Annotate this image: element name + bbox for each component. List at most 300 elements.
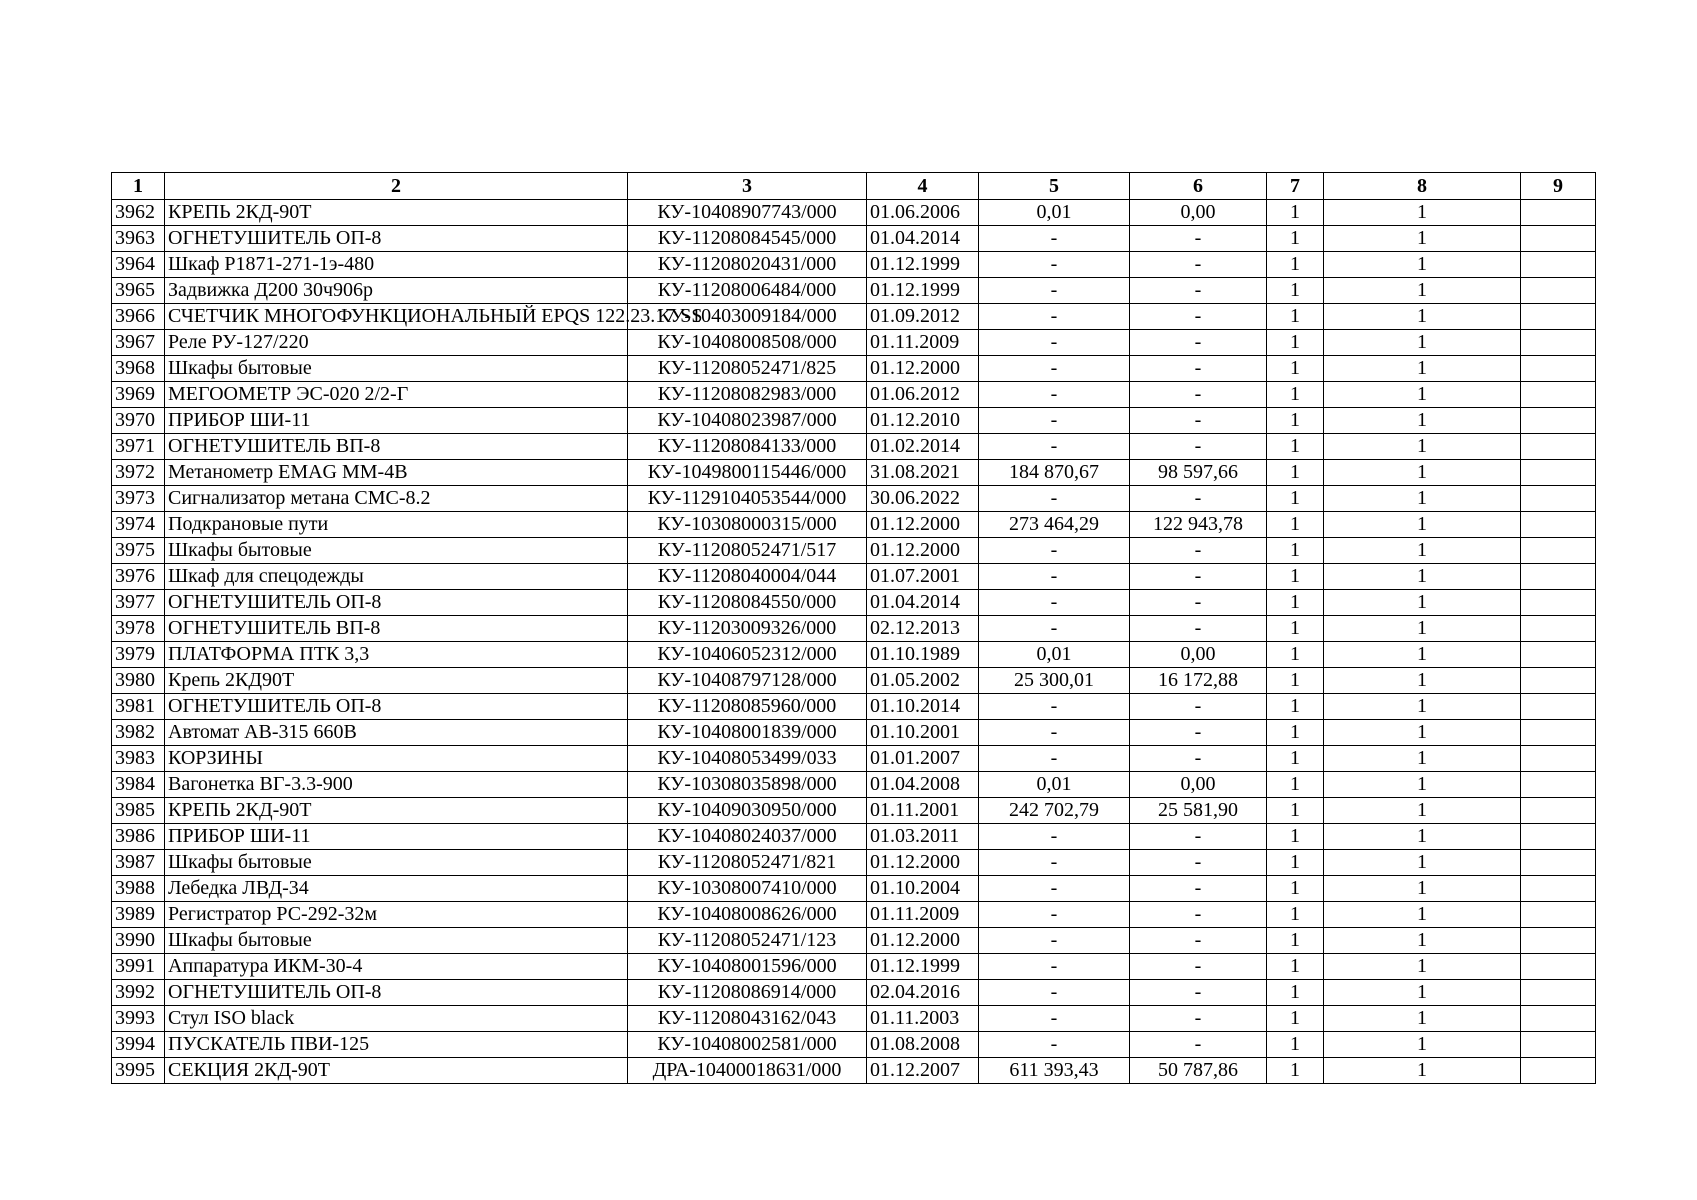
table-row	[112, 1058, 1596, 1084]
value-col6: -	[1130, 590, 1267, 616]
item-name: Реле РУ-127/220	[165, 330, 628, 356]
value-col5: -	[979, 720, 1130, 746]
row-number: 3963	[112, 226, 165, 252]
table-row	[112, 980, 1596, 1006]
row-number: 3964	[112, 252, 165, 278]
quantity-col8: 1	[1324, 200, 1521, 226]
quantity-col8: 1	[1324, 746, 1521, 772]
item-name: Стул ISO black	[165, 1006, 628, 1032]
inventory-number: КУ-11208052471/821	[628, 850, 867, 876]
value-col9	[1521, 746, 1596, 772]
date-cell: 01.12.2000	[867, 512, 979, 538]
header-row	[112, 173, 1596, 200]
row-number: 3967	[112, 330, 165, 356]
date-cell: 01.12.1999	[867, 278, 979, 304]
value-col6: -	[1130, 538, 1267, 564]
date-cell: 01.10.2014	[867, 694, 979, 720]
row-number: 3965	[112, 278, 165, 304]
table-body	[112, 200, 1596, 1084]
value-col5: -	[979, 980, 1130, 1006]
value-col9	[1521, 564, 1596, 590]
date-cell: 01.11.2003	[867, 1006, 979, 1032]
row-number: 3991	[112, 954, 165, 980]
row-number: 3969	[112, 382, 165, 408]
quantity-col7: 1	[1267, 278, 1324, 304]
value-col5: -	[979, 408, 1130, 434]
quantity-col7: 1	[1267, 486, 1324, 512]
quantity-col7: 1	[1267, 304, 1324, 330]
value-col6: -	[1130, 928, 1267, 954]
value-col5: 0,01	[979, 200, 1130, 226]
value-col5: -	[979, 876, 1130, 902]
quantity-col7: 1	[1267, 980, 1324, 1006]
table-row	[112, 928, 1596, 954]
date-cell: 01.04.2014	[867, 226, 979, 252]
date-cell: 01.05.2002	[867, 668, 979, 694]
value-col5: 0,01	[979, 642, 1130, 668]
value-col6: -	[1130, 330, 1267, 356]
row-number: 3968	[112, 356, 165, 382]
inventory-number: КУ-1129104053544/000	[628, 486, 867, 512]
value-col5: 242 702,79	[979, 798, 1130, 824]
value-col5: -	[979, 1006, 1130, 1032]
value-col5: 273 464,29	[979, 512, 1130, 538]
inventory-number: КУ-10308035898/000	[628, 772, 867, 798]
value-col6: -	[1130, 356, 1267, 382]
quantity-col7: 1	[1267, 356, 1324, 382]
value-col5: -	[979, 434, 1130, 460]
table-row	[112, 1006, 1596, 1032]
inventory-number: КУ-11208052471/123	[628, 928, 867, 954]
date-cell: 01.08.2008	[867, 1032, 979, 1058]
column-header-5: 5	[979, 173, 1130, 200]
date-cell: 01.12.2000	[867, 928, 979, 954]
column-header-6: 6	[1130, 173, 1267, 200]
quantity-col7: 1	[1267, 226, 1324, 252]
item-name: Шкафы бытовые	[165, 928, 628, 954]
row-number: 3993	[112, 1006, 165, 1032]
row-number: 3983	[112, 746, 165, 772]
value-col9	[1521, 356, 1596, 382]
table-row	[112, 460, 1596, 486]
inventory-number: КУ-10408907743/000	[628, 200, 867, 226]
quantity-col7: 1	[1267, 1058, 1324, 1084]
quantity-col8: 1	[1324, 460, 1521, 486]
row-number: 3989	[112, 902, 165, 928]
value-col6: 0,00	[1130, 772, 1267, 798]
value-col6: 122 943,78	[1130, 512, 1267, 538]
value-col5: -	[979, 1032, 1130, 1058]
table-row	[112, 564, 1596, 590]
column-header-7: 7	[1267, 173, 1324, 200]
quantity-col7: 1	[1267, 330, 1324, 356]
item-name: Сигнализатор метана СМС-8.2	[165, 486, 628, 512]
quantity-col7: 1	[1267, 512, 1324, 538]
row-number: 3987	[112, 850, 165, 876]
quantity-col7: 1	[1267, 824, 1324, 850]
quantity-col7: 1	[1267, 642, 1324, 668]
quantity-col7: 1	[1267, 564, 1324, 590]
value-col9	[1521, 226, 1596, 252]
quantity-col8: 1	[1324, 1006, 1521, 1032]
inventory-number: КУ-11208086914/000	[628, 980, 867, 1006]
inventory-number: КУ-11208043162/043	[628, 1006, 867, 1032]
inventory-number: КУ-11208084545/000	[628, 226, 867, 252]
value-col5: -	[979, 902, 1130, 928]
inventory-number: КУ-11208052471/517	[628, 538, 867, 564]
item-name: МЕГООМЕТР ЭС-020 2/2-Г	[165, 382, 628, 408]
inventory-number: КУ-10408023987/000	[628, 408, 867, 434]
table-row	[112, 330, 1596, 356]
date-cell: 01.07.2001	[867, 564, 979, 590]
quantity-col7: 1	[1267, 590, 1324, 616]
quantity-col8: 1	[1324, 642, 1521, 668]
quantity-col8: 1	[1324, 876, 1521, 902]
quantity-col7: 1	[1267, 772, 1324, 798]
value-col6: -	[1130, 902, 1267, 928]
quantity-col8: 1	[1324, 616, 1521, 642]
quantity-col8: 1	[1324, 928, 1521, 954]
quantity-col7: 1	[1267, 902, 1324, 928]
table-row	[112, 798, 1596, 824]
table-row	[112, 668, 1596, 694]
quantity-col8: 1	[1324, 330, 1521, 356]
value-col5: 0,01	[979, 772, 1130, 798]
quantity-col8: 1	[1324, 1058, 1521, 1084]
table-row	[112, 876, 1596, 902]
value-col6: -	[1130, 226, 1267, 252]
quantity-col7: 1	[1267, 668, 1324, 694]
value-col9	[1521, 1032, 1596, 1058]
quantity-col7: 1	[1267, 876, 1324, 902]
value-col9	[1521, 824, 1596, 850]
item-name: Шкафы бытовые	[165, 850, 628, 876]
date-cell: 30.06.2022	[867, 486, 979, 512]
table-row	[112, 538, 1596, 564]
value-col5: -	[979, 850, 1130, 876]
inventory-number: КУ-11208040004/044	[628, 564, 867, 590]
value-col5: -	[979, 616, 1130, 642]
inventory-number: КУ-10406052312/000	[628, 642, 867, 668]
table-row	[112, 486, 1596, 512]
column-header-8: 8	[1324, 173, 1521, 200]
item-name: Регистратор РС-292-32м	[165, 902, 628, 928]
value-col6: -	[1130, 954, 1267, 980]
value-col9	[1521, 772, 1596, 798]
item-name: ОГНЕТУШИТЕЛЬ ОП-8	[165, 590, 628, 616]
value-col6: -	[1130, 278, 1267, 304]
quantity-col7: 1	[1267, 720, 1324, 746]
item-name: КРЕПЬ 2КД-90Т	[165, 798, 628, 824]
date-cell: 01.10.2004	[867, 876, 979, 902]
value-col6: -	[1130, 408, 1267, 434]
value-col9	[1521, 1006, 1596, 1032]
table-row	[112, 616, 1596, 642]
value-col5: -	[979, 928, 1130, 954]
quantity-col7: 1	[1267, 200, 1324, 226]
item-name: ПРИБОР ШИ-11	[165, 824, 628, 850]
value-col9	[1521, 668, 1596, 694]
value-col9	[1521, 382, 1596, 408]
quantity-col7: 1	[1267, 408, 1324, 434]
inventory-number: КУ-10408002581/000	[628, 1032, 867, 1058]
row-number: 3976	[112, 564, 165, 590]
quantity-col7: 1	[1267, 460, 1324, 486]
inventory-number: КУ-11208082983/000	[628, 382, 867, 408]
date-cell: 01.11.2009	[867, 902, 979, 928]
item-name: Метанометр EMAG MM-4B	[165, 460, 628, 486]
inventory-number: КУ-11208052471/825	[628, 356, 867, 382]
item-name: ОГНЕТУШИТЕЛЬ ВП-8	[165, 616, 628, 642]
value-col6: -	[1130, 824, 1267, 850]
row-number: 3982	[112, 720, 165, 746]
row-number: 3980	[112, 668, 165, 694]
date-cell: 01.04.2008	[867, 772, 979, 798]
value-col5: -	[979, 954, 1130, 980]
item-name: Шкаф Р1871-271-1э-480	[165, 252, 628, 278]
inventory-number: КУ-10408008626/000	[628, 902, 867, 928]
value-col5: -	[979, 382, 1130, 408]
item-name: Аппаратура ИКМ-30-4	[165, 954, 628, 980]
quantity-col8: 1	[1324, 304, 1521, 330]
column-header-2: 2	[165, 173, 628, 200]
quantity-col8: 1	[1324, 772, 1521, 798]
item-name: Вагонетка ВГ-3.3-900	[165, 772, 628, 798]
quantity-col8: 1	[1324, 434, 1521, 460]
date-cell: 01.06.2012	[867, 382, 979, 408]
value-col6: -	[1130, 382, 1267, 408]
value-col9	[1521, 460, 1596, 486]
date-cell: 01.11.2001	[867, 798, 979, 824]
value-col5: -	[979, 278, 1130, 304]
item-name: Задвижка Д200 30ч906р	[165, 278, 628, 304]
inventory-number: КУ-10408001596/000	[628, 954, 867, 980]
quantity-col8: 1	[1324, 356, 1521, 382]
value-col9	[1521, 642, 1596, 668]
item-name: ОГНЕТУШИТЕЛЬ ОП-8	[165, 226, 628, 252]
item-name: ОГНЕТУШИТЕЛЬ ВП-8	[165, 434, 628, 460]
date-cell: 01.12.1999	[867, 954, 979, 980]
value-col6: -	[1130, 746, 1267, 772]
value-col9	[1521, 304, 1596, 330]
quantity-col7: 1	[1267, 928, 1324, 954]
table-row	[112, 772, 1596, 798]
value-col9	[1521, 252, 1596, 278]
column-header-4: 4	[867, 173, 979, 200]
inventory-number: КУ-11208084550/000	[628, 590, 867, 616]
date-cell: 01.12.2010	[867, 408, 979, 434]
item-name: Шкафы бытовые	[165, 356, 628, 382]
column-header-1: 1	[112, 173, 165, 200]
row-number: 3990	[112, 928, 165, 954]
date-cell: 01.12.2000	[867, 538, 979, 564]
date-cell: 01.12.2007	[867, 1058, 979, 1084]
date-cell: 01.10.2001	[867, 720, 979, 746]
quantity-col8: 1	[1324, 590, 1521, 616]
value-col5: -	[979, 746, 1130, 772]
value-col9	[1521, 616, 1596, 642]
value-col6: -	[1130, 252, 1267, 278]
date-cell: 01.04.2014	[867, 590, 979, 616]
quantity-col7: 1	[1267, 538, 1324, 564]
quantity-col7: 1	[1267, 434, 1324, 460]
quantity-col8: 1	[1324, 824, 1521, 850]
quantity-col8: 1	[1324, 512, 1521, 538]
asset-register-table	[111, 172, 1596, 1084]
inventory-number: КУ-10308000315/000	[628, 512, 867, 538]
column-header-3: 3	[628, 173, 867, 200]
row-number: 3970	[112, 408, 165, 434]
quantity-col8: 1	[1324, 252, 1521, 278]
value-col9	[1521, 980, 1596, 1006]
value-col5: -	[979, 356, 1130, 382]
table-row	[112, 226, 1596, 252]
row-number: 3971	[112, 434, 165, 460]
table-row	[112, 512, 1596, 538]
table-row	[112, 902, 1596, 928]
value-col6: 0,00	[1130, 642, 1267, 668]
quantity-col7: 1	[1267, 1006, 1324, 1032]
quantity-col8: 1	[1324, 226, 1521, 252]
quantity-col8: 1	[1324, 720, 1521, 746]
document-page	[111, 172, 1595, 1084]
inventory-number: КУ-10409030950/000	[628, 798, 867, 824]
quantity-col8: 1	[1324, 694, 1521, 720]
quantity-col7: 1	[1267, 746, 1324, 772]
inventory-number: КУ-11208006484/000	[628, 278, 867, 304]
item-name: Подкрановые пути	[165, 512, 628, 538]
item-name: ПРИБОР ШИ-11	[165, 408, 628, 434]
item-name: Лебедка ЛВД-34	[165, 876, 628, 902]
item-name: КОРЗИНЫ	[165, 746, 628, 772]
row-number: 3985	[112, 798, 165, 824]
value-col9	[1521, 798, 1596, 824]
value-col6: -	[1130, 1032, 1267, 1058]
item-name: ПЛАТФОРМА ПТК 3,3	[165, 642, 628, 668]
row-number: 3978	[112, 616, 165, 642]
item-name: КРЕПЬ 2КД-90Т	[165, 200, 628, 226]
quantity-col7: 1	[1267, 798, 1324, 824]
table-row	[112, 746, 1596, 772]
row-number: 3992	[112, 980, 165, 1006]
quantity-col7: 1	[1267, 694, 1324, 720]
item-name: СЕКЦИЯ 2КД-90Т	[165, 1058, 628, 1084]
item-name: ПУСКАТЕЛЬ ПВИ-125	[165, 1032, 628, 1058]
table-row	[112, 434, 1596, 460]
row-number: 3974	[112, 512, 165, 538]
value-col6: -	[1130, 1006, 1267, 1032]
inventory-number: КУ-10308007410/000	[628, 876, 867, 902]
inventory-number: ДРА-10400018631/000	[628, 1058, 867, 1084]
value-col5: 611 393,43	[979, 1058, 1130, 1084]
date-cell: 02.04.2016	[867, 980, 979, 1006]
quantity-col8: 1	[1324, 798, 1521, 824]
value-col9	[1521, 200, 1596, 226]
value-col6: -	[1130, 720, 1267, 746]
table-row	[112, 356, 1596, 382]
value-col9	[1521, 512, 1596, 538]
value-col5: -	[979, 330, 1130, 356]
value-col6: 0,00	[1130, 200, 1267, 226]
value-col5: -	[979, 252, 1130, 278]
value-col5: 184 870,67	[979, 460, 1130, 486]
date-cell: 01.12.1999	[867, 252, 979, 278]
value-col9	[1521, 278, 1596, 304]
quantity-col7: 1	[1267, 954, 1324, 980]
inventory-number: КУ-10408008508/000	[628, 330, 867, 356]
table-row	[112, 590, 1596, 616]
value-col6: -	[1130, 486, 1267, 512]
row-number: 3966	[112, 304, 165, 330]
value-col9	[1521, 928, 1596, 954]
table-row	[112, 278, 1596, 304]
quantity-col7: 1	[1267, 382, 1324, 408]
quantity-col8: 1	[1324, 850, 1521, 876]
date-cell: 01.12.2000	[867, 356, 979, 382]
inventory-number: КУ-11208084133/000	[628, 434, 867, 460]
inventory-number: КУ-10408797128/000	[628, 668, 867, 694]
value-col9	[1521, 330, 1596, 356]
date-cell: 02.12.2013	[867, 616, 979, 642]
table-row	[112, 694, 1596, 720]
value-col9	[1521, 434, 1596, 460]
inventory-number: КУ-1049800115446/000	[628, 460, 867, 486]
date-cell: 01.10.1989	[867, 642, 979, 668]
inventory-number: КУ-11208085960/000	[628, 694, 867, 720]
date-cell: 01.12.2000	[867, 850, 979, 876]
quantity-col8: 1	[1324, 1032, 1521, 1058]
row-number: 3986	[112, 824, 165, 850]
table-row	[112, 304, 1596, 330]
value-col9	[1521, 850, 1596, 876]
row-number: 3981	[112, 694, 165, 720]
value-col6: 16 172,88	[1130, 668, 1267, 694]
row-number: 3972	[112, 460, 165, 486]
value-col9	[1521, 694, 1596, 720]
quantity-col8: 1	[1324, 902, 1521, 928]
value-col5: -	[979, 824, 1130, 850]
quantity-col8: 1	[1324, 486, 1521, 512]
quantity-col7: 1	[1267, 252, 1324, 278]
date-cell: 01.03.2011	[867, 824, 979, 850]
value-col9	[1521, 876, 1596, 902]
date-cell: 01.06.2006	[867, 200, 979, 226]
value-col6: -	[1130, 876, 1267, 902]
column-header-9: 9	[1521, 173, 1596, 200]
value-col6: 25 581,90	[1130, 798, 1267, 824]
item-name: Шкаф для спецодежды	[165, 564, 628, 590]
quantity-col8: 1	[1324, 408, 1521, 434]
value-col5: -	[979, 538, 1130, 564]
date-cell: 01.09.2012	[867, 304, 979, 330]
table-row	[112, 200, 1596, 226]
value-col5: -	[979, 694, 1130, 720]
value-col9	[1521, 1058, 1596, 1084]
row-number: 3977	[112, 590, 165, 616]
value-col6: 50 787,86	[1130, 1058, 1267, 1084]
inventory-number: КУ-10408053499/033	[628, 746, 867, 772]
table-row	[112, 382, 1596, 408]
value-col6: -	[1130, 850, 1267, 876]
value-col9	[1521, 590, 1596, 616]
item-name: ОГНЕТУШИТЕЛЬ ОП-8	[165, 980, 628, 1006]
date-cell: 01.01.2007	[867, 746, 979, 772]
value-col9	[1521, 954, 1596, 980]
value-col5: 25 300,01	[979, 668, 1130, 694]
row-number: 3994	[112, 1032, 165, 1058]
value-col6: -	[1130, 694, 1267, 720]
value-col6: -	[1130, 564, 1267, 590]
